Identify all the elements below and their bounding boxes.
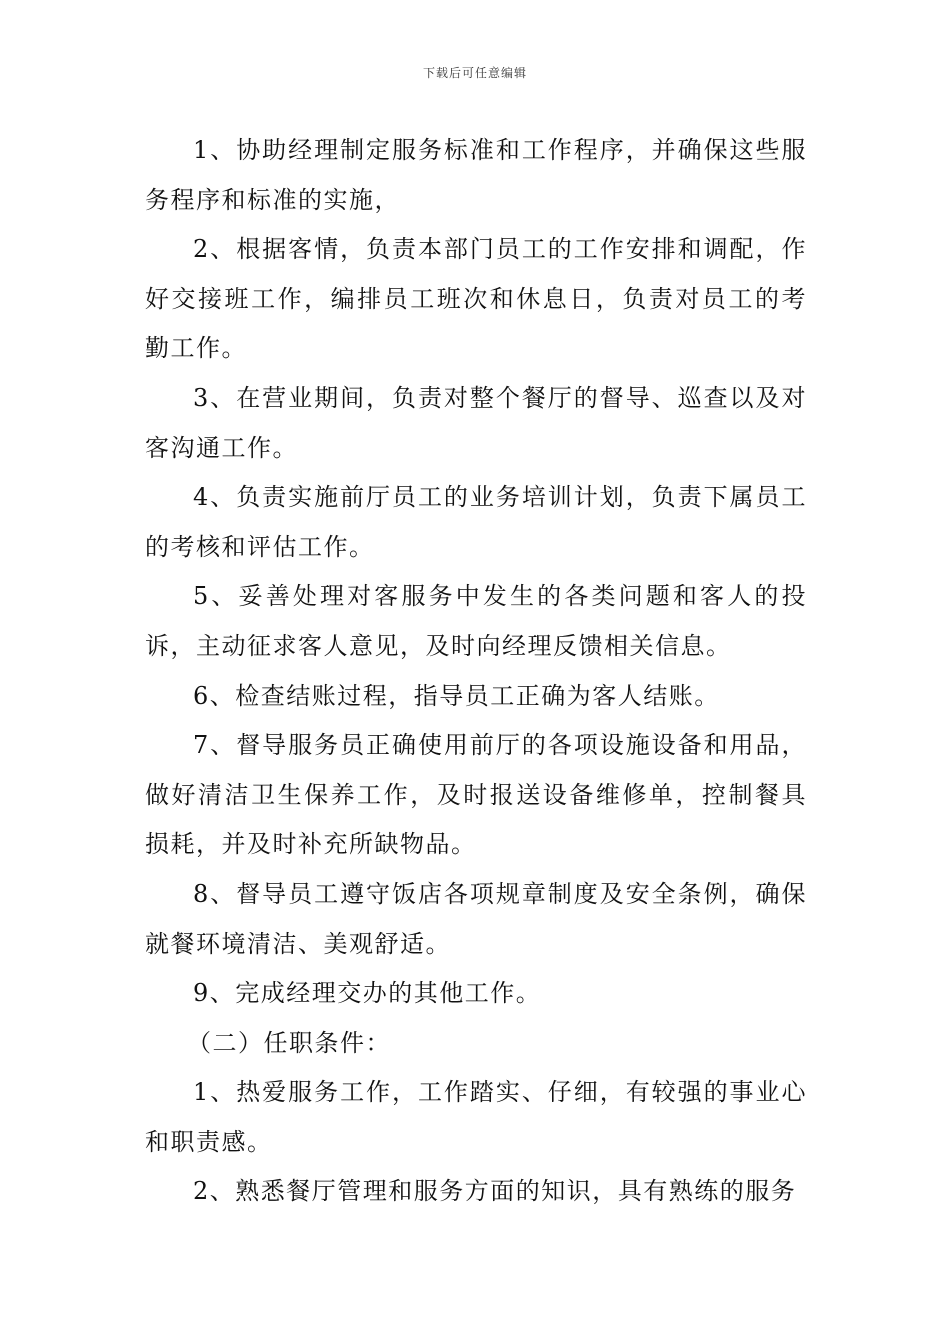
paragraph-duty-8: 8、督导员工遵守饭店各项规章制度及安全条例，确保就餐环境清洁、美观舒适。 (145, 879, 807, 958)
paragraph-duty-5: 5、妥善处理对客服务中发生的各类问题和客人的投诉，主动征求客人意见，及时向经理反馈相关信息。 (145, 582, 807, 660)
paragraph-duty-7: 7、督导服务员正确使用前厅的各项设施设备和用品，做好清洁卫生保养工作，及时报送设备维修单，控制餐具损耗，并及时补充所缺物品。 (145, 731, 807, 859)
paragraph-qualification-2: 2、熟悉餐厅管理和服务方面的知识，具有熟练的服务 (193, 1177, 797, 1206)
paragraph-qualification-1: 1、热爱服务工作，工作踏实、仔细，有较强的事业心和职责感。 (145, 1078, 807, 1156)
document-body (145, 126, 807, 1217)
paragraph-duty-9: 9、完成经理交办的其他工作。 (193, 979, 542, 1008)
paragraph-duty-1: 1、协助经理制定服务标准和工作程序，并确保这些服务程序和标准的实施， (145, 136, 807, 214)
page-header-note: 下载后可任意编辑 (422, 66, 527, 80)
section-heading-qualifications: （二）任职条件： (187, 1028, 391, 1057)
paragraph-duty-6: 6、检查结账过程，指导员工正确为客人结账。 (193, 681, 720, 710)
paragraph-duty-3: 3、在营业期间，负责对整个餐厅的督导、巡查以及对客沟通工作。 (145, 383, 807, 462)
paragraph-duty-4: 4、负责实施前厅员工的业务培训计划，负责下属员工的考核和评估工作。 (145, 483, 807, 561)
paragraph-duty-2: 2、根据客情，负责本部门员工的工作安排和调配，作好交接班工作，编排员工班次和休息日，负责对员工的考勤工作。 (145, 235, 807, 363)
